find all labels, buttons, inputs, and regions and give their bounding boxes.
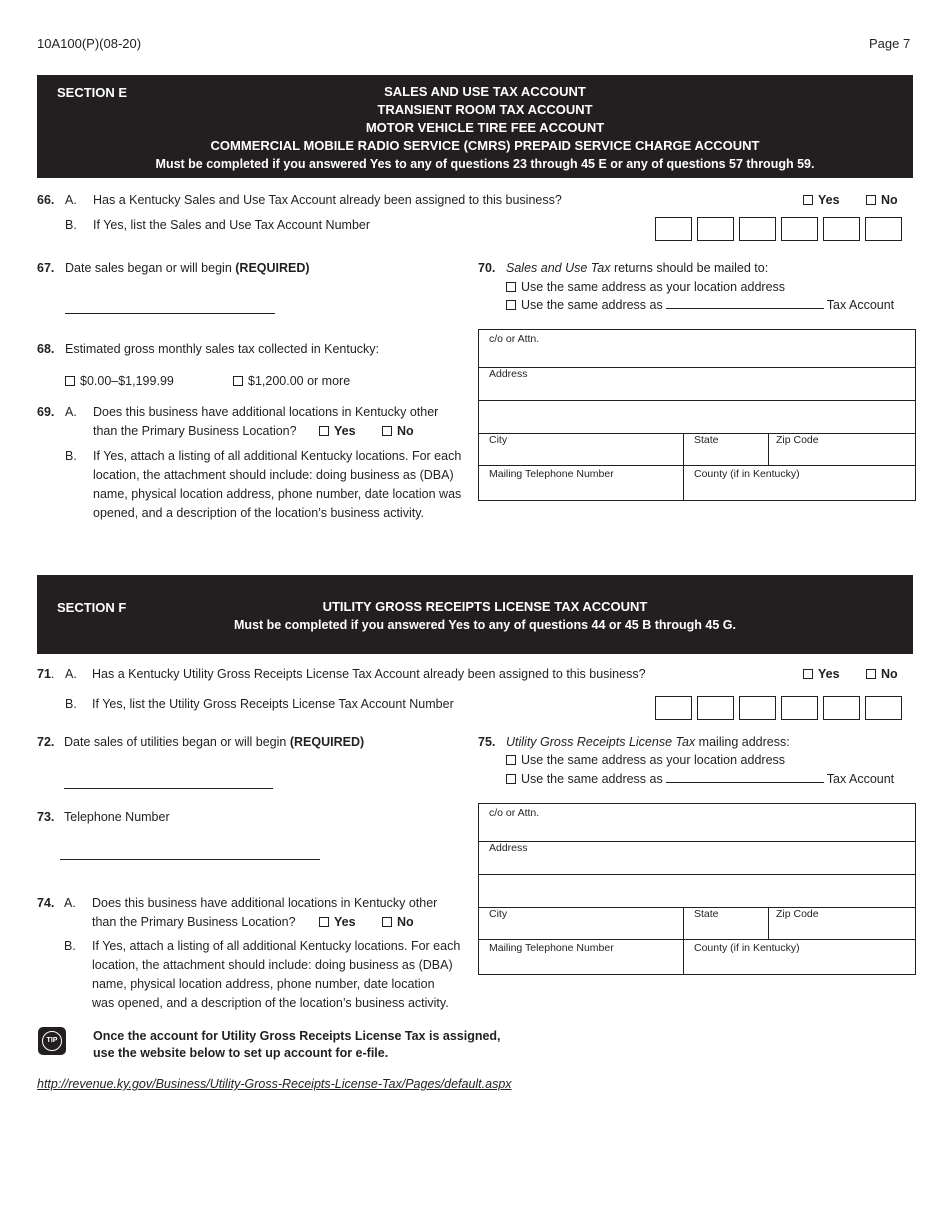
q66-yes-option[interactable] <box>803 191 840 210</box>
state-label: State <box>694 908 719 920</box>
q74-a-question-line2: than the Primary Business Location? <box>92 915 296 929</box>
section-e-title-1: SALES AND USE TAX ACCOUNT <box>384 84 586 99</box>
q70-location-label: Use the same address as your location address <box>521 280 786 294</box>
q75-other-post: Tax Account <box>826 772 895 786</box>
q71-b-question: If Yes, list the Utility Gross Receipts License Tax Account Number <box>92 697 454 711</box>
q71-account-digit-box[interactable] <box>865 696 902 720</box>
q66-account-digit-box[interactable] <box>655 217 692 241</box>
q70-location-checkbox[interactable] <box>506 282 516 292</box>
q74-b-line: name, physical location address, phone number, date location <box>92 977 435 991</box>
q74-b-line: was opened, and a description of the location’s business activity. <box>92 996 449 1010</box>
tip-line-2: use the website below to set up account for e-file. <box>93 1046 389 1060</box>
tip-line-1: Once the account for Utility Gross Receipts License Tax is assigned, <box>93 1029 501 1043</box>
q67-required: (REQUIRED) <box>235 261 310 275</box>
q74-number: 74. <box>37 896 55 910</box>
section-e-title-4: COMMERCIAL MOBILE RADIO SERVICE (CMRS) PREPAID SERVICE CHARGE ACCOUNT <box>210 138 760 153</box>
q71-yes-checkbox[interactable] <box>803 669 813 679</box>
q71-yes-label: Yes <box>818 667 840 681</box>
zip-label: Zip Code <box>776 908 819 920</box>
q75-option-other-account[interactable] <box>506 770 894 789</box>
tip-icon <box>38 1027 66 1055</box>
q66-b-letter: B. <box>65 218 77 232</box>
q69-a-question-line1: Does this business have additional locations in Kentucky other <box>93 405 439 419</box>
q69-yes-label: Yes <box>334 424 356 438</box>
q73-label: Telephone Number <box>64 810 170 824</box>
q70-other-checkbox[interactable] <box>506 300 516 310</box>
q74-b-line: If Yes, attach a listing of all additional Kentucky locations. For each <box>92 939 461 953</box>
q72-required: (REQUIRED) <box>289 735 365 749</box>
q71-a-question: Has a Kentucky Utility Gross Receipts License Tax Account already been assigned to this business? <box>92 667 646 681</box>
tip-icon-text: TIP <box>42 1031 62 1051</box>
address-label: Address <box>489 842 528 854</box>
q75-other-pre: Use the same address as <box>521 772 663 786</box>
phone-label: Mailing Telephone Number <box>489 468 614 480</box>
section-f-header <box>37 575 913 654</box>
phone-label: Mailing Telephone Number <box>489 942 614 954</box>
section-f-title: UTILITY GROSS RECEIPTS LICENSE TAX ACCOUNT <box>322 599 648 614</box>
page-number: Page 7 <box>869 36 911 51</box>
section-e-title-3: MOTOR VEHICLE TIRE FEE ACCOUNT <box>365 120 605 135</box>
q74-no-label: No <box>397 915 414 929</box>
section-e-header <box>37 75 913 178</box>
q69-b-letter: B. <box>65 449 77 463</box>
q71-dot: . <box>50 667 55 681</box>
q69-yes-option[interactable] <box>319 422 356 441</box>
city-label: City <box>489 908 508 920</box>
q74-yes-option[interactable] <box>319 913 356 932</box>
q75-italic: Utility Gross Receipts License Tax <box>506 735 696 749</box>
q75-text: mailing address: <box>695 735 790 749</box>
attn-label: c/o or Attn. <box>489 807 540 819</box>
q74-no-option[interactable] <box>382 913 414 932</box>
tip-text <box>93 1028 501 1062</box>
q68-low-label: $0.00–$1,199.99 <box>80 374 174 388</box>
q66-a-letter: A. <box>65 193 77 207</box>
q67-text: Date sales began or will begin <box>65 261 236 275</box>
q69-a-letter: A. <box>65 405 77 419</box>
q75-question <box>506 733 790 752</box>
q70-other-post: Tax Account <box>826 298 895 312</box>
q66-number: 66. <box>37 193 55 207</box>
q69-b-line: opened, and a description of the location’s business activity. <box>93 506 424 520</box>
q66-account-digit-box[interactable] <box>823 217 860 241</box>
q70-number: 70. <box>478 261 496 275</box>
q71-account-digit-box[interactable] <box>697 696 734 720</box>
q66-no-checkbox[interactable] <box>866 195 876 205</box>
form-code: 10A100(P)(08-20) <box>37 36 142 51</box>
q68-question: Estimated gross monthly sales tax collected in Kentucky: <box>65 342 380 356</box>
q69-b-line: location, the attachment should include: doing business as (DBA) <box>93 468 454 482</box>
q66-b-question: If Yes, list the Sales and Use Tax Account Number <box>93 218 371 232</box>
q70-question <box>506 259 768 278</box>
q71-account-digit-box[interactable] <box>739 696 776 720</box>
q74-b-line: location, the attachment should include: doing business as (DBA) <box>92 958 453 972</box>
q70-address-table <box>478 329 916 501</box>
q69-a-question-line2: than the Primary Business Location? <box>93 424 297 438</box>
q69-no-checkbox[interactable] <box>382 426 392 436</box>
q70-other-pre: Use the same address as <box>521 298 663 312</box>
q73-telephone-field[interactable] <box>60 859 320 860</box>
q68-low-checkbox[interactable] <box>65 376 75 386</box>
q67-number: 67. <box>37 261 55 275</box>
q71-account-digit-box[interactable] <box>655 696 692 720</box>
q70-text: returns should be mailed to: <box>610 261 769 275</box>
q75-location-checkbox[interactable] <box>506 755 516 765</box>
section-e-label: SECTION E <box>57 85 128 100</box>
section-f-label: SECTION F <box>57 600 127 615</box>
q71-account-digit-box[interactable] <box>781 696 818 720</box>
q75-other-checkbox[interactable] <box>506 774 516 784</box>
q71-no-option[interactable] <box>866 665 898 684</box>
q75-option-location[interactable] <box>506 751 785 770</box>
county-label: County (if in Kentucky) <box>694 942 800 954</box>
q70-option-other-account[interactable] <box>506 296 894 315</box>
q70-italic: Sales and Use Tax <box>506 261 611 275</box>
q71-a-letter: A. <box>65 667 77 681</box>
q71-b-letter: B. <box>65 697 77 711</box>
q74-no-checkbox[interactable] <box>382 917 392 927</box>
q71-account-digit-box[interactable] <box>823 696 860 720</box>
q67-question <box>65 259 310 278</box>
section-e-titles <box>37 83 933 173</box>
q66-yes-checkbox[interactable] <box>803 195 813 205</box>
q69-yes-checkbox[interactable] <box>319 426 329 436</box>
q66-account-digit-box[interactable] <box>697 217 734 241</box>
zip-label: Zip Code <box>776 434 819 446</box>
q69-no-label: No <box>397 424 414 438</box>
q75-location-label: Use the same address as your location address <box>521 753 786 767</box>
q74-a-question-line1: Does this business have additional locations in Kentucky other <box>92 896 438 910</box>
q66-yes-label: Yes <box>818 193 840 207</box>
q75-number: 75. <box>478 735 496 749</box>
q71-number <box>37 665 54 684</box>
q68-option-low[interactable] <box>65 372 174 391</box>
q71-num: 71 <box>37 667 51 681</box>
q66-account-digit-box[interactable] <box>739 217 776 241</box>
q66-account-digit-box[interactable] <box>865 217 902 241</box>
address-label: Address <box>489 368 528 380</box>
q74-a-letter: A. <box>64 896 76 910</box>
q74-b-instructions <box>92 937 460 1013</box>
state-label: State <box>694 434 719 446</box>
section-f-subtitle: Must be completed if you answered Yes to any of questions 44 or 45 B through 45 G. <box>234 618 736 632</box>
q73-number: 73. <box>37 810 55 824</box>
q68-high-label: $1,200.00 or more <box>248 374 351 388</box>
section-e-subtitle: Must be completed if you answered Yes to any of questions 23 through 45 E or any of questions 57 through 59. <box>155 157 815 171</box>
q72-question <box>64 733 364 752</box>
q75-account-blank[interactable] <box>666 771 824 783</box>
q68-high-checkbox[interactable] <box>233 376 243 386</box>
q66-account-digit-box[interactable] <box>781 217 818 241</box>
q69-number: 69. <box>37 405 55 419</box>
q70-account-blank[interactable] <box>666 297 824 309</box>
q66-a-question: Has a Kentucky Sales and Use Tax Account already been assigned to this business? <box>93 193 562 207</box>
q71-yes-option[interactable] <box>803 665 840 684</box>
q69-b-instructions <box>93 447 461 523</box>
q68-option-high[interactable] <box>233 372 350 391</box>
q75-address-table <box>478 803 916 975</box>
q71-no-checkbox[interactable] <box>866 669 876 679</box>
q72-date-field[interactable] <box>64 788 273 789</box>
q74-b-letter: B. <box>64 939 76 953</box>
city-label: City <box>489 434 508 446</box>
q69-b-line: If Yes, attach a listing of all additional Kentucky locations. For each <box>93 449 462 463</box>
q74-yes-checkbox[interactable] <box>319 917 329 927</box>
q66-no-option[interactable] <box>866 191 898 210</box>
county-label: County (if in Kentucky) <box>694 468 800 480</box>
section-f-titles <box>37 598 933 634</box>
q68-number: 68. <box>37 342 55 356</box>
section-e-title-2: TRANSIENT ROOM TAX ACCOUNT <box>377 102 593 117</box>
q72-text: Date sales of utilities began or will begin <box>64 735 290 749</box>
q74-yes-label: Yes <box>334 915 356 929</box>
ugr-website-link[interactable]: http://revenue.ky.gov/Business/Utility-Gross-Receipts-License-Tax/Pages/default.aspx <box>37 1077 512 1091</box>
q66-no-label: No <box>881 193 898 207</box>
q69-b-line: name, physical location address, phone number, date location was <box>93 487 462 501</box>
q70-option-location[interactable] <box>506 278 785 297</box>
q72-number: 72. <box>37 735 55 749</box>
attn-label: c/o or Attn. <box>489 333 540 345</box>
q69-no-option[interactable] <box>382 422 414 441</box>
q67-date-field[interactable] <box>65 313 275 314</box>
q71-no-label: No <box>881 667 898 681</box>
